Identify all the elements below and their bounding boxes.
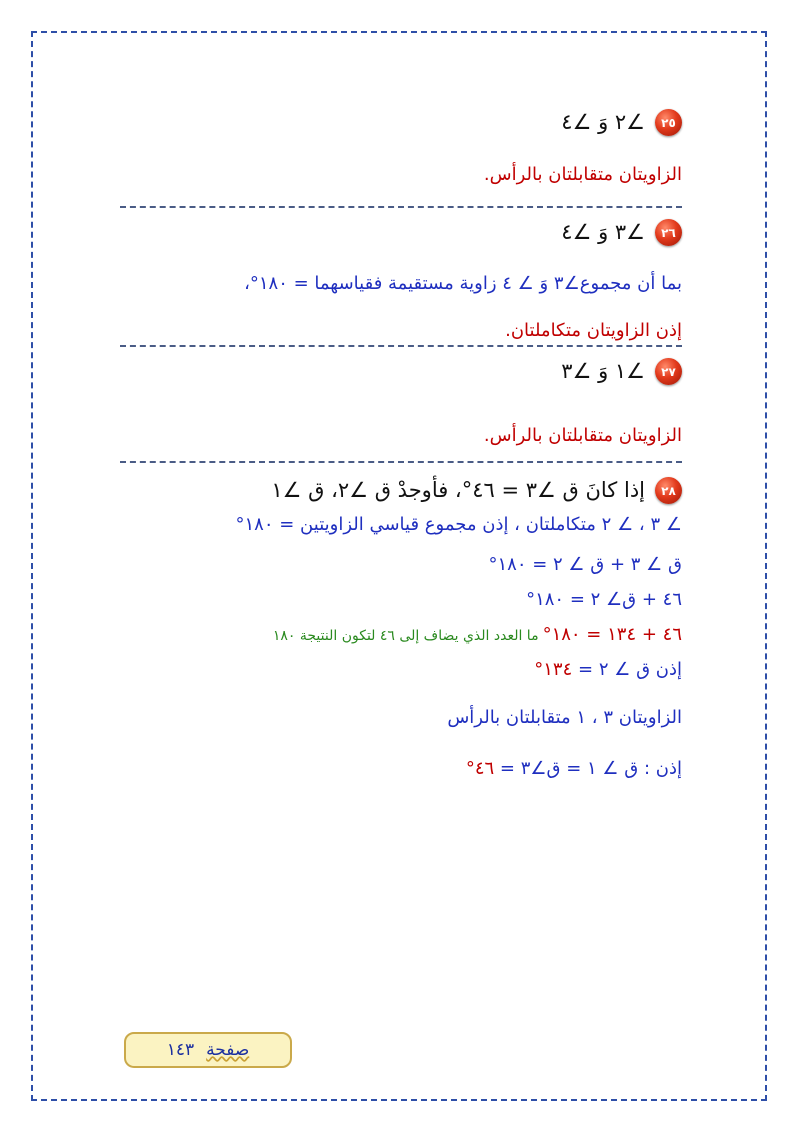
answer-26-line-1: بما أن مجموع∠٣ وَ ∠ ٤ زاوية مستقيمة فقياسهما = ١٨٠°، bbox=[244, 273, 682, 294]
question-number-badge: ٢٥ bbox=[655, 109, 682, 136]
solution-line-2: ق ∠ ٣ + ق ∠ ٢ = ١٨٠° bbox=[488, 554, 682, 575]
separator bbox=[120, 345, 682, 347]
solution-line-6: الزاويتان ٣ ، ١ متقابلتان بالرأس bbox=[447, 707, 682, 728]
solution-line-5-text: إذن ق ∠ ٢ = bbox=[572, 659, 682, 680]
solution-line-4-equation: ٤٦ + ١٣٤ = ١٨٠° bbox=[542, 624, 682, 645]
solution-line-7-value: ٤٦° bbox=[465, 758, 495, 779]
solution-line-7 bbox=[466, 760, 682, 778]
question-number-badge: ٢٧ bbox=[655, 358, 682, 385]
solution-line-5 bbox=[534, 661, 682, 679]
question-text: ∠١ وَ ∠٣ bbox=[561, 359, 645, 383]
question-28 bbox=[271, 477, 682, 504]
answer-27: الزاويتان متقابلتان بالرأس. bbox=[483, 425, 682, 446]
question-number-badge: ٢٨ bbox=[655, 477, 682, 504]
separator bbox=[120, 206, 682, 208]
page-number: ١٤٣ bbox=[166, 1040, 195, 1060]
solution-line-7-text: إذن : ق ∠ ١ = ق∠٣ = bbox=[494, 758, 682, 779]
page-word: صفحة bbox=[206, 1040, 250, 1060]
question-27 bbox=[561, 358, 682, 385]
solution-line-4-hint: ما العدد الذي يضاف إلى ٤٦ لتكون النتيجة ١٨٠ bbox=[272, 628, 539, 644]
question-25 bbox=[561, 109, 682, 136]
solution-line-5-value: ١٣٤° bbox=[534, 659, 573, 680]
question-text: ∠٣ وَ ∠٤ bbox=[561, 220, 645, 244]
answer-26-line-2: إذن الزاويتان متكاملتان. bbox=[505, 320, 682, 341]
solution-line-3: ٤٦ + ق∠ ٢ = ١٨٠° bbox=[526, 589, 682, 610]
question-text: إذا كانَ ق ∠٣ = ٤٦°، فأوجدْ ق ∠٢، ق ∠١ bbox=[271, 478, 645, 502]
separator bbox=[120, 461, 682, 463]
solution-line-1: ∠ ٣ ، ∠ ٢ متكاملتان ، إذن مجموع قياسي الزاويتين = ١٨٠° bbox=[235, 514, 682, 535]
page-number-label bbox=[124, 1032, 292, 1068]
solution-line-4 bbox=[273, 626, 682, 644]
answer-25: الزاويتان متقابلتان بالرأس. bbox=[483, 164, 682, 185]
question-26 bbox=[561, 219, 682, 246]
question-number-badge: ٢٦ bbox=[655, 219, 682, 246]
question-text: ∠٢ وَ ∠٤ bbox=[561, 110, 645, 134]
